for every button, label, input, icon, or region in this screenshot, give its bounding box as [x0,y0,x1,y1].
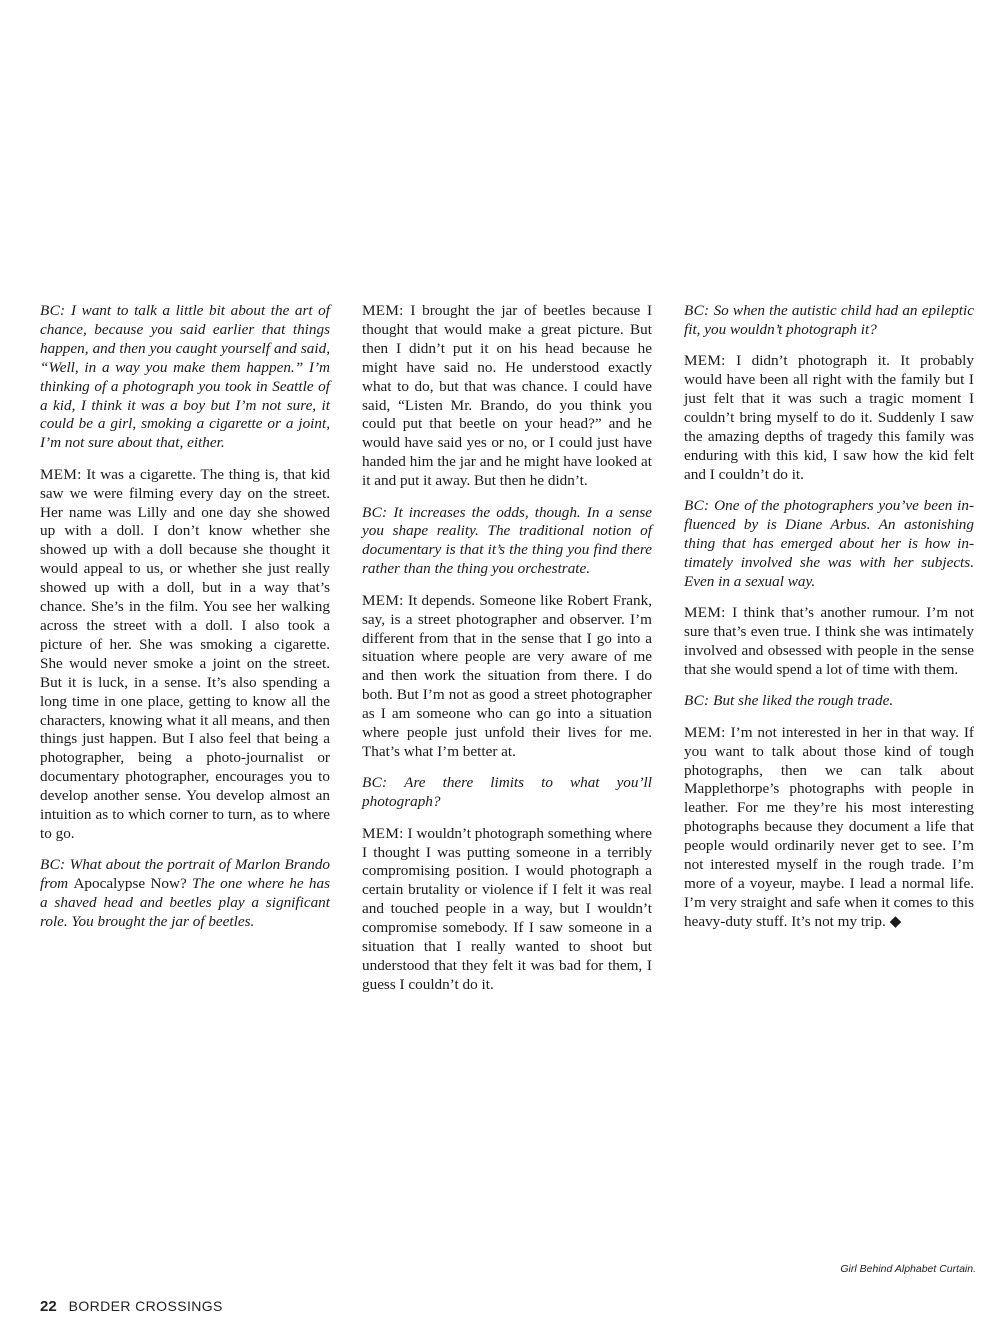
column-3 [684,302,974,944]
speaker-label: BC: [684,692,710,710]
speaker-label: MEM: [362,824,404,842]
speaker-label: MEM: [362,591,404,609]
question-text: What about the portrait of Marlon Brando from [40,856,331,893]
answer-text: I think that’s another rumour. I’m not sure that’s even true. I think she was intimately involved and obsessed with people in the sense that she would spend a lot of time with them. [684,604,975,678]
image-caption: Girl Behind Alphabet Curtain. [840,1263,976,1275]
answer-paragraph [684,604,974,680]
answer-paragraph [362,302,652,491]
speaker-label: BC: [40,856,66,874]
question-text: But she liked the rough trade. [713,692,894,710]
speaker-label: BC: [362,503,388,521]
speaker-label: BC: [40,302,66,319]
question-paragraph [684,302,974,340]
question-paragraph [362,504,652,580]
answer-text: It depends. Someone like Robert Frank, say, is a street photographer and observer. I’m different from that in the sense that I go into a situation where people are very aware of me and then work the situation from there. I do both. But I’m not as good a street photographer as I am someone who can go into a situation where people just unfold their lives for me. That’s what I’m better at. [362,591,653,760]
page-footer [40,1298,223,1315]
speaker-label: BC: [684,302,710,319]
question-paragraph [40,302,330,453]
speaker-label: MEM: [40,465,82,483]
question-text: So when the autistic child had an epileptic fit, you wouldn’t photograph it? [684,302,974,338]
question-text: Are there limits to what you’ll photograph? [362,774,652,811]
speaker-label: MEM: [684,604,726,622]
film-title: Apocalypse Now? [73,875,187,893]
answer-text: I wouldn’t photograph something where I thought I was putting someone in a terribly compromising position. I would photograph a certain brutality or violence if I felt it was real and touched people in a way, but I wouldn’t compromise somebody. If I saw someone in a situation that I really wanted to shoot but understood that they felt it was bad for them, I guess I couldn’t do it. [362,824,652,993]
answer-paragraph [684,724,974,932]
question-paragraph [684,692,974,711]
answer-text: I brought the jar of beetles because I thought that would make a great picture. But then I didn’t put it on his head because he might have said no. He understood exactly what to do, but that was chance. I could have said, “Listen Mr. Brando, do you think you could put that beetle on your head?” and he would have said yes or no, or I could just have handed him the jar and he might have looked at it and put it away. But then he didn’t. [362,302,653,490]
answer-paragraph [40,466,330,844]
answer-paragraph [684,352,974,484]
speaker-label: MEM: [684,352,726,370]
question-text: One of the photographers you’ve been influenced by is Diane Arbus. An astonishing thing that has emerged about her is how intimately involved she was with her subjects. Even in a sexual way. [684,497,975,590]
answer-text: I’m not interested in her in that way. If you want to talk about those kind of tough photographs, then we can talk about Mapplethorpe’s photographs with people in leather. For me they’re his most interesting photographs because they document a life that people would ordinarily never get to see. I’m not interested myself in the rough trade. I’m more of a voyeur, maybe. I lead a normal life. I’m very straight and safe when it comes to this heavy-duty stuff. It’s not my trip. [684,723,974,930]
answer-text: I didn’t photograph it. It probably would have been all right with the family but I just felt that it was such a tragic moment I couldn’t bring myself to do it. Suddenly I saw the amazing depths of tragedy this family was enduring with this kid, I saw how the kid felt and I couldn’t do it. [684,352,974,483]
question-paragraph [684,497,974,592]
speaker-label: MEM: [684,723,726,741]
question-text: The one where he has a shaved head and beetles play a significant role. You brought the jar of beetles. [40,875,330,931]
answer-text: It was a cigarette. The thing is, that kid saw we were filming every day on the street. Her name was Lilly and one day she showed up with a doll. I don’t know whether she showed up with a doll because she thought it would appeal to us, or whether she just really showed up with a doll, but in a way that’s chance. She’s in the film. You see her walking across the street with a doll. I also took a picture of her. She was smoking a cigarette. She would never smoke a joint on the street. But it is luck, in a sense. It’s also spending a long time in one place, getting to know all the characters, knowing what it all means, and then things just happen. But I also feel that being a photographer, being a photo-journalist or documentary photographer, encourages you to develop another sense. You develop almost an intuition as to which corner to turn, as to where to go. [40,465,330,842]
answer-paragraph [362,592,652,762]
question-text: I want to talk a little bit about the art of chance, because you said earlier that things happen, and then you caught yourself and said, “Well, in a way you make them happen.” I’m thinking of a photograph you took in Seattle of a kid, I think it was a boy but I’m not sure, it could be a girl, smoking a cigarette or a joint, I’m not sure about that, either. [40,302,330,452]
page-number: 22 [40,1298,57,1315]
speaker-label: MEM: [362,302,404,319]
speaker-label: BC: [684,497,710,515]
answer-paragraph [362,825,652,995]
question-paragraph [362,774,652,812]
question-paragraph [40,856,330,932]
magazine-name: BORDER CROSSINGS [68,1298,223,1314]
question-text: It increases the odds, though. In a sense you shape reality. The traditional notion of documentary is that it’s the thing you find there rather than the thing you orchestrate. [362,503,652,578]
column-1 [40,302,330,945]
speaker-label: BC: [362,774,388,792]
column-2 [362,302,652,1007]
end-mark-icon: ◆ [889,912,902,930]
